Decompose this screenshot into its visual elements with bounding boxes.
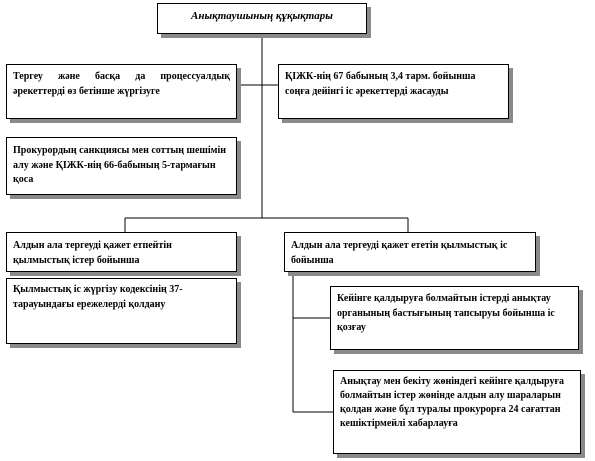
box-prosecutor-sanction-text: Прокурордың санкциясы мен соттың шешімін алу және ҚІЖК-нің 66-бабының 5-тармағын қоса <box>13 145 227 185</box>
box-preventive-measures-text: Анықтау мен бекіту жөніндегі кейінге қалдыруға болмайтын істер жөнінде алдын алу шараларын қолдан және бұл туралы прокурорға 24 сағаттан кешіктірмейлі хабарлауға <box>340 376 564 429</box>
box-article-67-actions <box>278 64 509 119</box>
box-criminal-procedure-code <box>6 278 237 344</box>
box-independent-investigation <box>6 64 237 119</box>
box-no-preliminary-investigation <box>6 232 237 272</box>
box-requires-preliminary-investigation-text: Алдын ала тергеуді қажет ететін қылмыстық іс бойынша <box>291 240 508 266</box>
box-initiate-case-text: Кейінге қалдыруға болмайтын істерді анықтау органының бастығының тапсыруы бойынша іс қозғау <box>337 293 555 333</box>
box-independent-investigation-text: Тергеу және басқа да процессуалдық әрекеттерді өз бетінше жүргізуге <box>13 71 230 97</box>
diagram-title: Анықтаушының құқықтары <box>191 10 333 22</box>
box-preventive-measures <box>333 370 581 454</box>
box-requires-preliminary-investigation <box>284 232 536 272</box>
box-no-preliminary-investigation-text: Алдын ала тергеуді қажет етпейтін қылмыстық істер бойынша <box>13 240 172 266</box>
title-box <box>157 3 367 34</box>
box-prosecutor-sanction <box>6 137 237 195</box>
box-article-67-actions-text: ҚІЖК-нің 67 бабының 3,4 тарм. бойынша соңға дейінгі іс әрекеттерді жасауды <box>285 71 476 97</box>
box-criminal-procedure-code-text: Қылмыстық іс жүргізу кодексінің 37- тарауындағы ережелерді қолдану <box>13 284 183 310</box>
box-initiate-case <box>330 286 579 350</box>
